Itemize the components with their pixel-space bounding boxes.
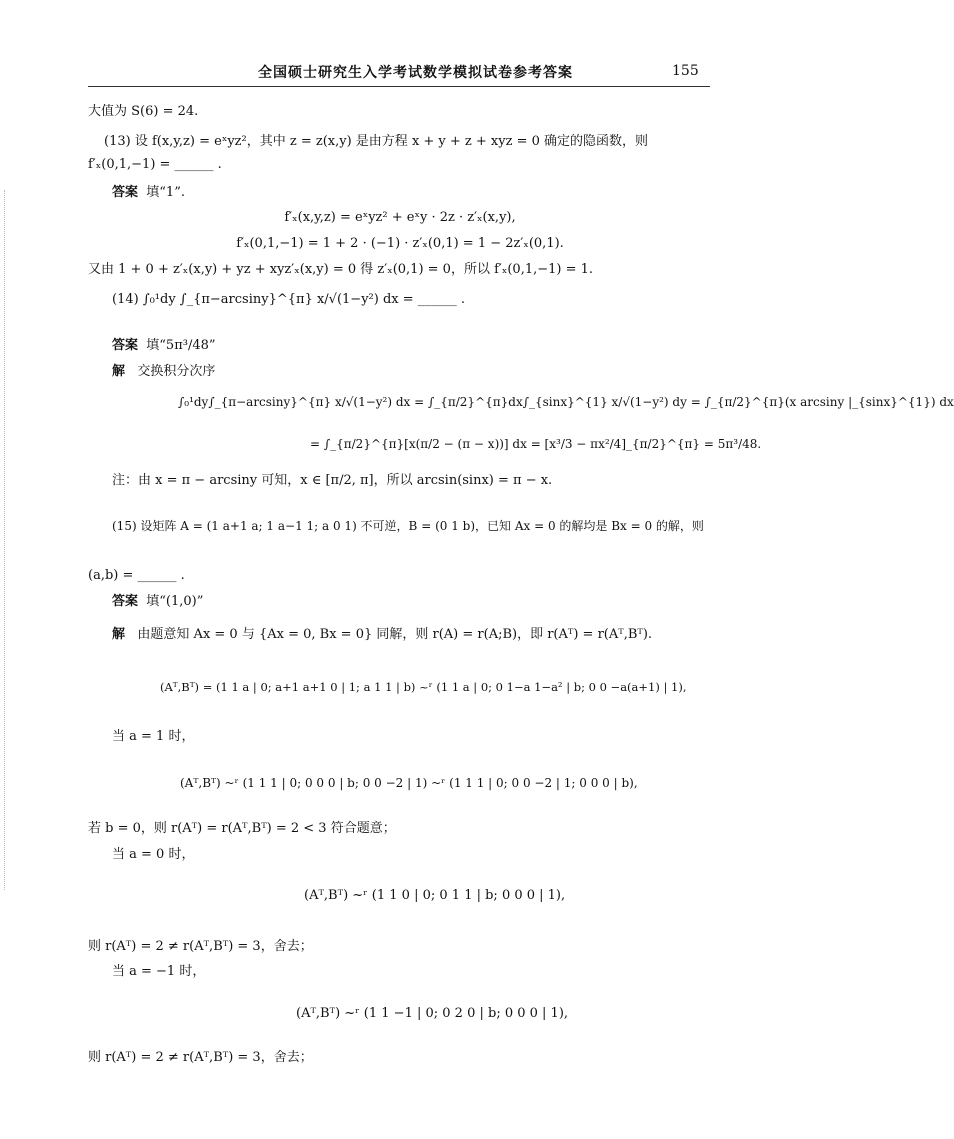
solution-line	[112, 360, 215, 379]
text-line: 则 r(Aᵀ) = 2 ≠ r(Aᵀ,Bᵀ) = 3，舍去；	[88, 1050, 313, 1065]
page-header-title: 全国硕士研究生入学考试数学模拟试卷参考答案	[258, 65, 573, 81]
text-line: 大值为 S(6) = 24.	[88, 104, 199, 119]
text-line: f′ₓ(0,1,−1) = ______ .	[88, 157, 222, 172]
solution-text: 由题意知 Ax = 0 与 {Ax = 0, Bx = 0} 同解，则 r(A) = r(A;B)，即 r(Aᵀ) = r(Aᵀ,Bᵀ).	[137, 627, 653, 642]
matrix-line: (Aᵀ,Bᵀ) ~ʳ (1 1 1 | 0; 0 0 0 | b; 0 0 −2 | 1) ~ʳ (1 1 1 | 0; 0 0 −2 | 1; 0 0 0 | b),	[180, 776, 638, 790]
answer-line	[112, 590, 203, 609]
margin-dots	[4, 190, 7, 890]
solution-label: 解	[112, 364, 126, 379]
answer-text: 填“(1,0)”	[146, 594, 204, 609]
matrix-line: (Aᵀ,Bᵀ) ~ʳ (1 1 0 | 0; 0 1 1 | b; 0 0 0 | 1),	[304, 888, 566, 903]
answer-text: 填“5π³/48”	[146, 338, 216, 353]
solution-label: 解	[112, 627, 126, 642]
formula-line: ∫₀¹dy∫_{π−arcsiny}^{π} x/√(1−y²) dx = ∫_{π/2}^{π}dx∫_{sinx}^{1} x/√(1−y²) dy = ∫_{π/2}^{π}(x arcsiny |_{sinx}^{1}) dx	[178, 395, 954, 409]
answer-line	[112, 181, 185, 200]
formula-line: = ∫_{π/2}^{π}[x(π/2 − (π − x))] dx = [x³/3 − πx²/4]_{π/2}^{π} = 5π³/48.	[310, 437, 762, 451]
page-number: 155	[672, 63, 699, 79]
question-line: (15) 设矩阵 A = (1 a+1 a; 1 a−1 1; a 0 1) 不可逆，B = (0 1 b)，已知 Ax = 0 的解均是 Bx = 0 的解，则	[112, 519, 704, 533]
answer-label: 答案	[112, 594, 139, 609]
answer-label: 答案	[112, 338, 139, 353]
text-line: 当 a = 0 时，	[112, 847, 195, 862]
matrix-line: (Aᵀ,Bᵀ) ~ʳ (1 1 −1 | 0; 0 2 0 | b; 0 0 0 | 1),	[296, 1006, 569, 1021]
text-line: 当 a = −1 时，	[112, 964, 206, 979]
text-line: 则 r(Aᵀ) = 2 ≠ r(Aᵀ,Bᵀ) = 3，舍去；	[88, 939, 313, 954]
solution-line	[112, 623, 652, 642]
question-line: (14) ∫₀¹dy ∫_{π−arcsiny}^{π} x/√(1−y²) dx = ______ .	[112, 292, 466, 307]
formula-line: f′ₓ(0,1,−1) = 1 + 2 · (−1) · z′ₓ(0,1) = 1 − 2z′ₓ(0,1).	[236, 236, 564, 251]
answer-line	[112, 334, 216, 353]
formula-line: f′ₓ(x,y,z) = eˣyz² + eˣy · 2z · z′ₓ(x,y),	[284, 210, 516, 225]
header-rule	[88, 86, 710, 87]
text-line: (13) 设 f(x,y,z) = eˣyz²，其中 z = z(x,y) 是由方程 x + y + z + xyz = 0 确定的隐函数，则	[104, 134, 649, 149]
text-line: (a,b) = ______ .	[88, 568, 185, 583]
note-line: 注：由 x = π − arcsiny 可知，x ∈ [π/2, π]，所以 arcsin(sinx) = π − x.	[112, 473, 553, 488]
solution-text: 交换积分次序	[137, 364, 216, 379]
text-line: 当 a = 1 时，	[112, 729, 195, 744]
answer-label: 答案	[112, 185, 139, 200]
text-line: 若 b = 0，则 r(Aᵀ) = r(Aᵀ,Bᵀ) = 2 < 3 符合题意；	[88, 821, 396, 836]
answer-text: 填“1”.	[146, 185, 185, 200]
text-line: 又由 1 + 0 + z′ₓ(x,y) + yz + xyz′ₓ(x,y) = 0 得 z′ₓ(0,1) = 0，所以 f′ₓ(0,1,−1) = 1.	[88, 262, 594, 277]
matrix-line: (Aᵀ,Bᵀ) = (1 1 a | 0; a+1 a+1 0 | 1; a 1 1 | b) ~ʳ (1 1 a | 0; 0 1−a 1−a² | b; 0 0 −a(a+1) | 1),	[160, 680, 687, 694]
